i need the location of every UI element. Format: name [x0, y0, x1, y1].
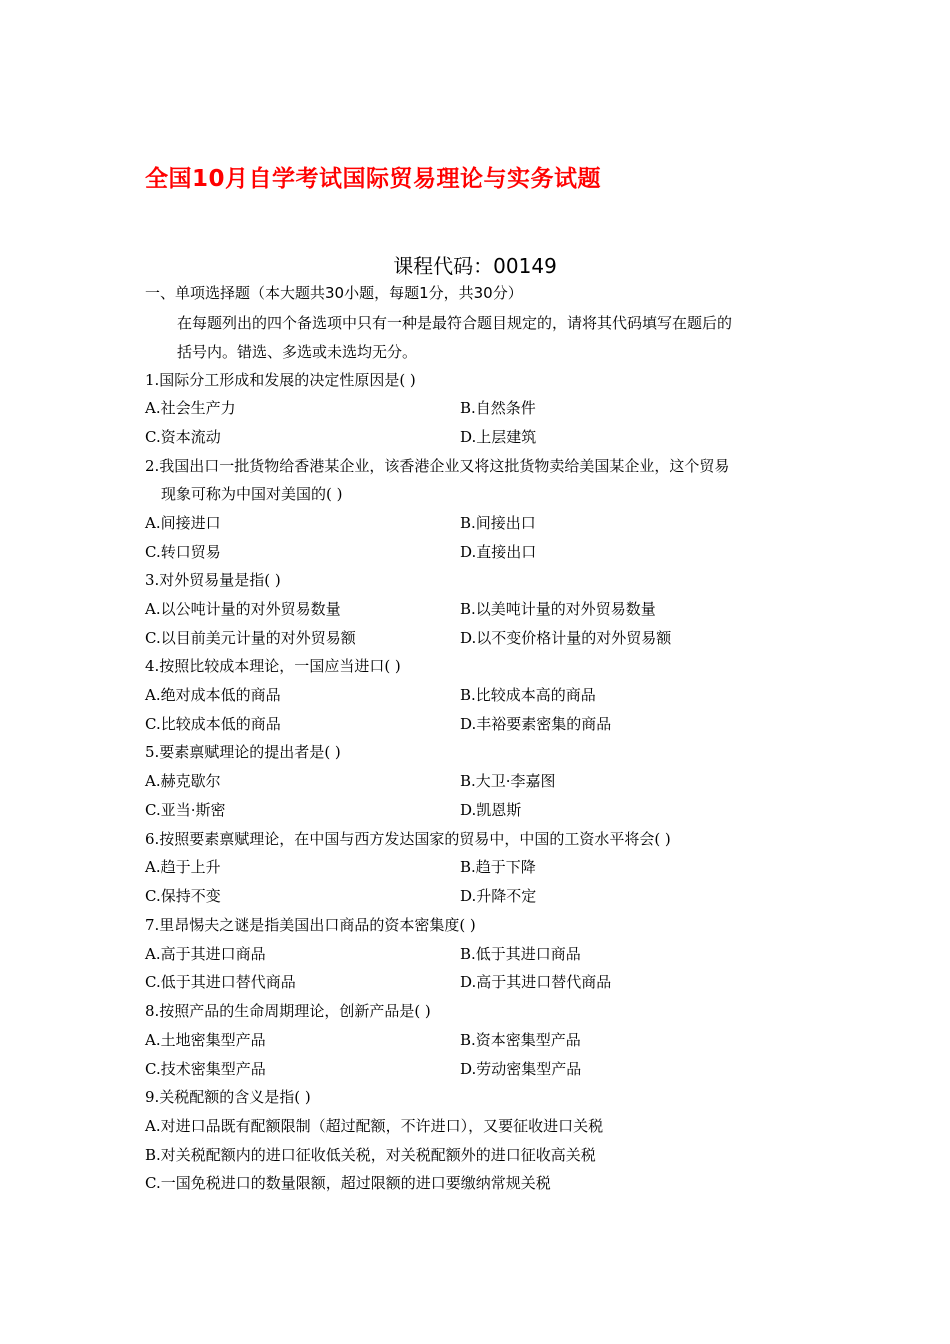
- option-d: D.升降不定: [460, 887, 537, 905]
- option-c: C.亚当·斯密: [145, 801, 226, 819]
- option-a: A.土地密集型产品: [145, 1031, 266, 1049]
- question-stem: 8.按照产品的生命周期理论，创新产品是( ): [145, 1002, 431, 1020]
- question-stem: 1.国际分工形成和发展的决定性原因是( ): [145, 371, 416, 389]
- option-c: C.资本流动: [145, 428, 221, 446]
- document-title: 全国10月自学考试国际贸易理论与实务试题: [145, 166, 602, 192]
- option-c: C.比较成本低的商品: [145, 715, 281, 733]
- option-b: B.对关税配额内的进口征收低关税，对关税配额外的进口征收高关税: [145, 1146, 596, 1164]
- option-b: B.间接出口: [460, 514, 536, 532]
- option-d: D.丰裕要素密集的商品: [460, 715, 612, 733]
- question-stem-continued: 现象可称为中国对美国的( ): [161, 485, 343, 503]
- option-d: D.以不变价格计量的对外贸易额: [460, 629, 672, 647]
- option-d: D.上层建筑: [460, 428, 537, 446]
- option-a: A.社会生产力: [145, 399, 236, 417]
- option-b: B.低于其进口商品: [460, 945, 581, 963]
- option-b: B.以美吨计量的对外贸易数量: [460, 600, 656, 618]
- option-a: A.绝对成本低的商品: [145, 686, 281, 704]
- section-instruction: 括号内。错选、多选或未选均无分。: [177, 343, 418, 361]
- section-heading: 一、单项选择题（本大题共30小题，每题1分，共30分）: [145, 284, 523, 302]
- option-a: A.间接进口: [145, 514, 221, 532]
- section-instruction: 在每题列出的四个备选项中只有一种是最符合题目规定的，请将其代码填写在题后的: [177, 314, 733, 332]
- option-b: B.大卫·李嘉图: [460, 772, 556, 790]
- option-d: D.高于其进口替代商品: [460, 973, 612, 991]
- option-a: A.高于其进口商品: [145, 945, 266, 963]
- option-a: A.对进口品既有配额限制（超过配额，不许进口），又要征收进口关税: [145, 1117, 604, 1135]
- option-b: B.比较成本高的商品: [460, 686, 596, 704]
- option-c: C.以目前美元计量的对外贸易额: [145, 629, 356, 647]
- option-c: C.低于其进口替代商品: [145, 973, 296, 991]
- option-a: A.以公吨计量的对外贸易数量: [145, 600, 341, 618]
- option-c: C.一国免税进口的数量限额，超过限额的进口要缴纳常规关税: [145, 1174, 551, 1192]
- option-b: B.趋于下降: [460, 858, 536, 876]
- option-a: A.赫克歇尔: [145, 772, 221, 790]
- question-stem: 2.我国出口一批货物给香港某企业，该香港企业又将这批货物卖给美国某企业，这个贸易: [145, 457, 730, 475]
- option-b: B.资本密集型产品: [460, 1031, 581, 1049]
- question-stem: 7.里昂惕夫之谜是指美国出口商品的资本密集度( ): [145, 916, 476, 934]
- question-stem: 3.对外贸易量是指( ): [145, 571, 281, 589]
- option-d: D.劳动密集型产品: [460, 1060, 582, 1078]
- option-d: D.凯恩斯: [460, 801, 522, 819]
- question-stem: 4.按照比较成本理论，一国应当进口( ): [145, 657, 401, 675]
- question-stem: 9.关税配额的含义是指( ): [145, 1088, 311, 1106]
- option-c: C.技术密集型产品: [145, 1060, 266, 1078]
- option-b: B.自然条件: [460, 399, 536, 417]
- course-code: 课程代码：00149: [393, 254, 557, 278]
- question-stem: 6.按照要素禀赋理论，在中国与西方发达国家的贸易中，中国的工资水平将会( ): [145, 830, 671, 848]
- option-a: A.趋于上升: [145, 858, 221, 876]
- option-d: D.直接出口: [460, 543, 537, 561]
- question-stem: 5.要素禀赋理论的提出者是( ): [145, 743, 341, 761]
- option-c: C.转口贸易: [145, 543, 221, 561]
- option-c: C.保持不变: [145, 887, 221, 905]
